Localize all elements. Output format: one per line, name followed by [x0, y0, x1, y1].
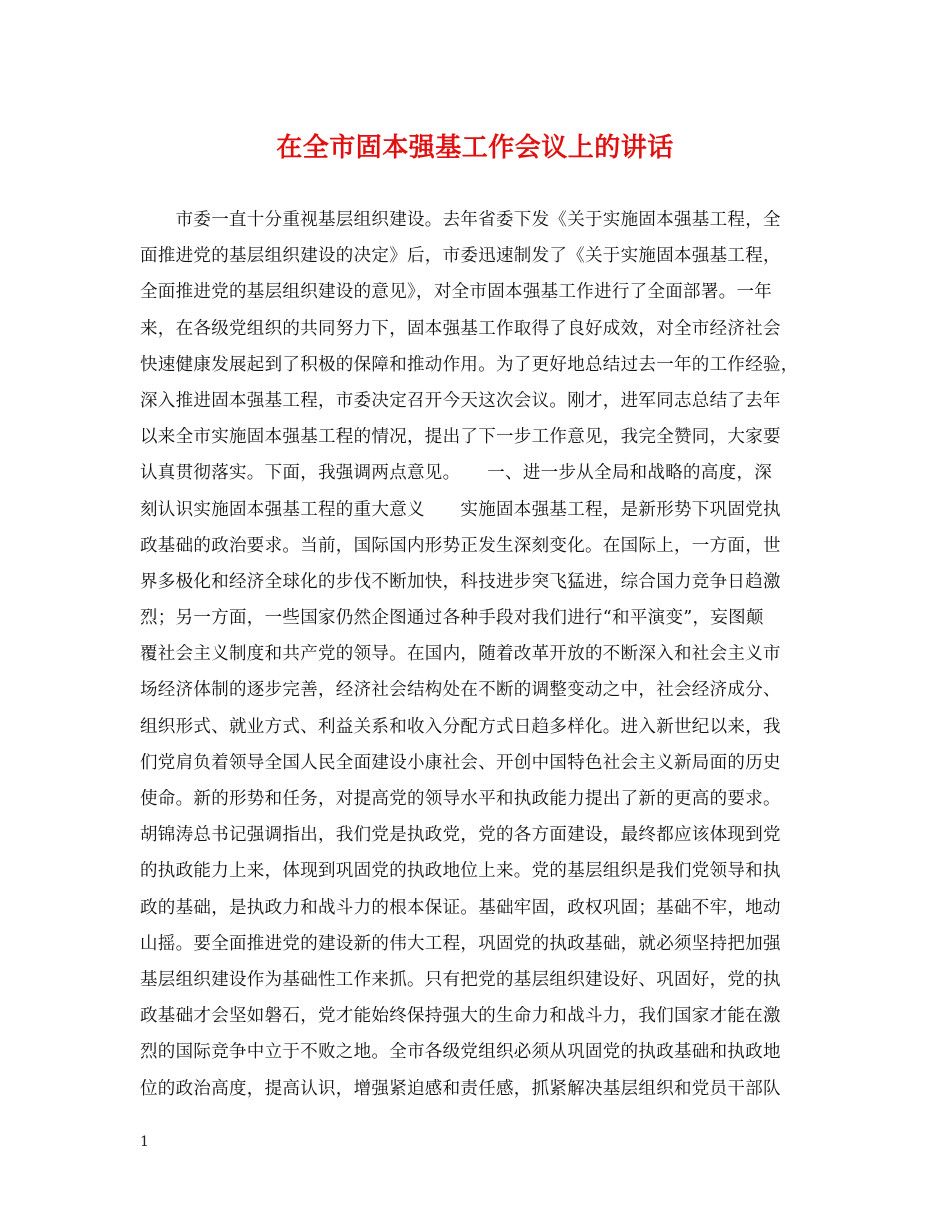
body-line: 胡锦涛总书记强调指出，我们党是执政党，党的各方面建设，最终都应该体现到党	[140, 825, 781, 846]
body-line: 认真贯彻落实。下面，我强调两点意见。 一、进一步从全局和战略的高度，深	[140, 463, 773, 484]
body-line: 组织形式、就业方式、利益关系和收入分配方式日趋多样化。进入新世纪以来，我	[140, 716, 781, 737]
document-title: 在全市固本强基工作会议上的讲话	[276, 133, 674, 163]
document-body	[140, 202, 820, 1107]
body-line: 政的基础，是执政力和战斗力的根本保证。基础牢固，政权巩固；基础不牢，地动	[140, 897, 781, 918]
body-line: 们党肩负着领导全国人民全面建设小康社会、开创中国特色社会主义新局面的历史	[140, 752, 781, 773]
body-line: 烈；另一方面，一些国家仍然企图通过各种手段对我们进行“和平演变”，妄图颠	[140, 608, 764, 629]
body-line: 山摇。要全面推进党的建设新的伟大工程，巩固党的执政基础，就必须坚持把加强	[140, 933, 781, 954]
body-line: 覆社会主义制度和共产党的领导。在国内，随着改革开放的不断深入和社会主义市	[140, 644, 781, 665]
body-line: 来，在各级党组织的共同努力下，固本强基工作取得了良好成效，对全市经济社会	[140, 318, 781, 339]
body-line: 面推进党的基层组织建设的决定》后，市委迅速制发了《关于实施固本强基工程，	[140, 246, 781, 267]
body-line: 基层组织建设作为基础性工作来抓。只有把党的基层组织建设好、巩固好，党的执	[140, 969, 781, 990]
body-line: 界多极化和经济全球化的步伐不断加快，科技进步突飞猛进，综合国力竞争日趋激	[140, 571, 781, 592]
body-line: 位的政治高度，提高认识，增强紧迫感和责任感，抓紧解决基层组织和党员干部队	[140, 1078, 781, 1099]
body-line: 政基础的政治要求。当前，国际国内形势正发生深刻变化。在国际上，一方面，世	[140, 535, 781, 556]
body-line: 全面推进党的基层组织建设的意见》，对全市固本强基工作进行了全面部署。一年	[140, 282, 773, 303]
body-line: 刻认识实施固本强基工程的重大意义 实施固本强基工程，是新形势下巩固党执	[140, 499, 781, 520]
body-line: 深入推进固本强基工程，市委决定召开今天这次会议。刚才，进军同志总结了去年	[140, 390, 781, 411]
body-line: 场经济体制的逐步完善，经济社会结构处在不断的调整变动之中，社会经济成分、	[140, 680, 781, 701]
body-line: 使命。新的形势和任务，对提高党的领导水平和执政能力提出了新的更高的要求。	[140, 789, 781, 809]
body-line: 政基础才会坚如磐石，党才能始终保持强大的生命力和战斗力，我们国家才能在激	[140, 1006, 781, 1027]
body-line: 市委一直十分重视基层组织建设。去年省委下发《关于实施固本强基工程，全	[140, 210, 781, 230]
body-line: 的执政能力上来，体现到巩固党的执政地位上来。党的基层组织是我们党领导和执	[140, 861, 781, 882]
body-line: 以来全市实施固本强基工程的情况，提出了下一步工作意见，我完全赞同，大家要	[140, 427, 781, 448]
body-line: 快速健康发展起到了积极的保障和推动作用。为了更好地总结过去一年的工作经验，	[140, 354, 799, 375]
body-line: 烈的国际竞争中立于不败之地。全市各级党组织必须从巩固党的执政基础和执政地	[140, 1042, 781, 1063]
page-number: 1	[140, 1134, 149, 1150]
